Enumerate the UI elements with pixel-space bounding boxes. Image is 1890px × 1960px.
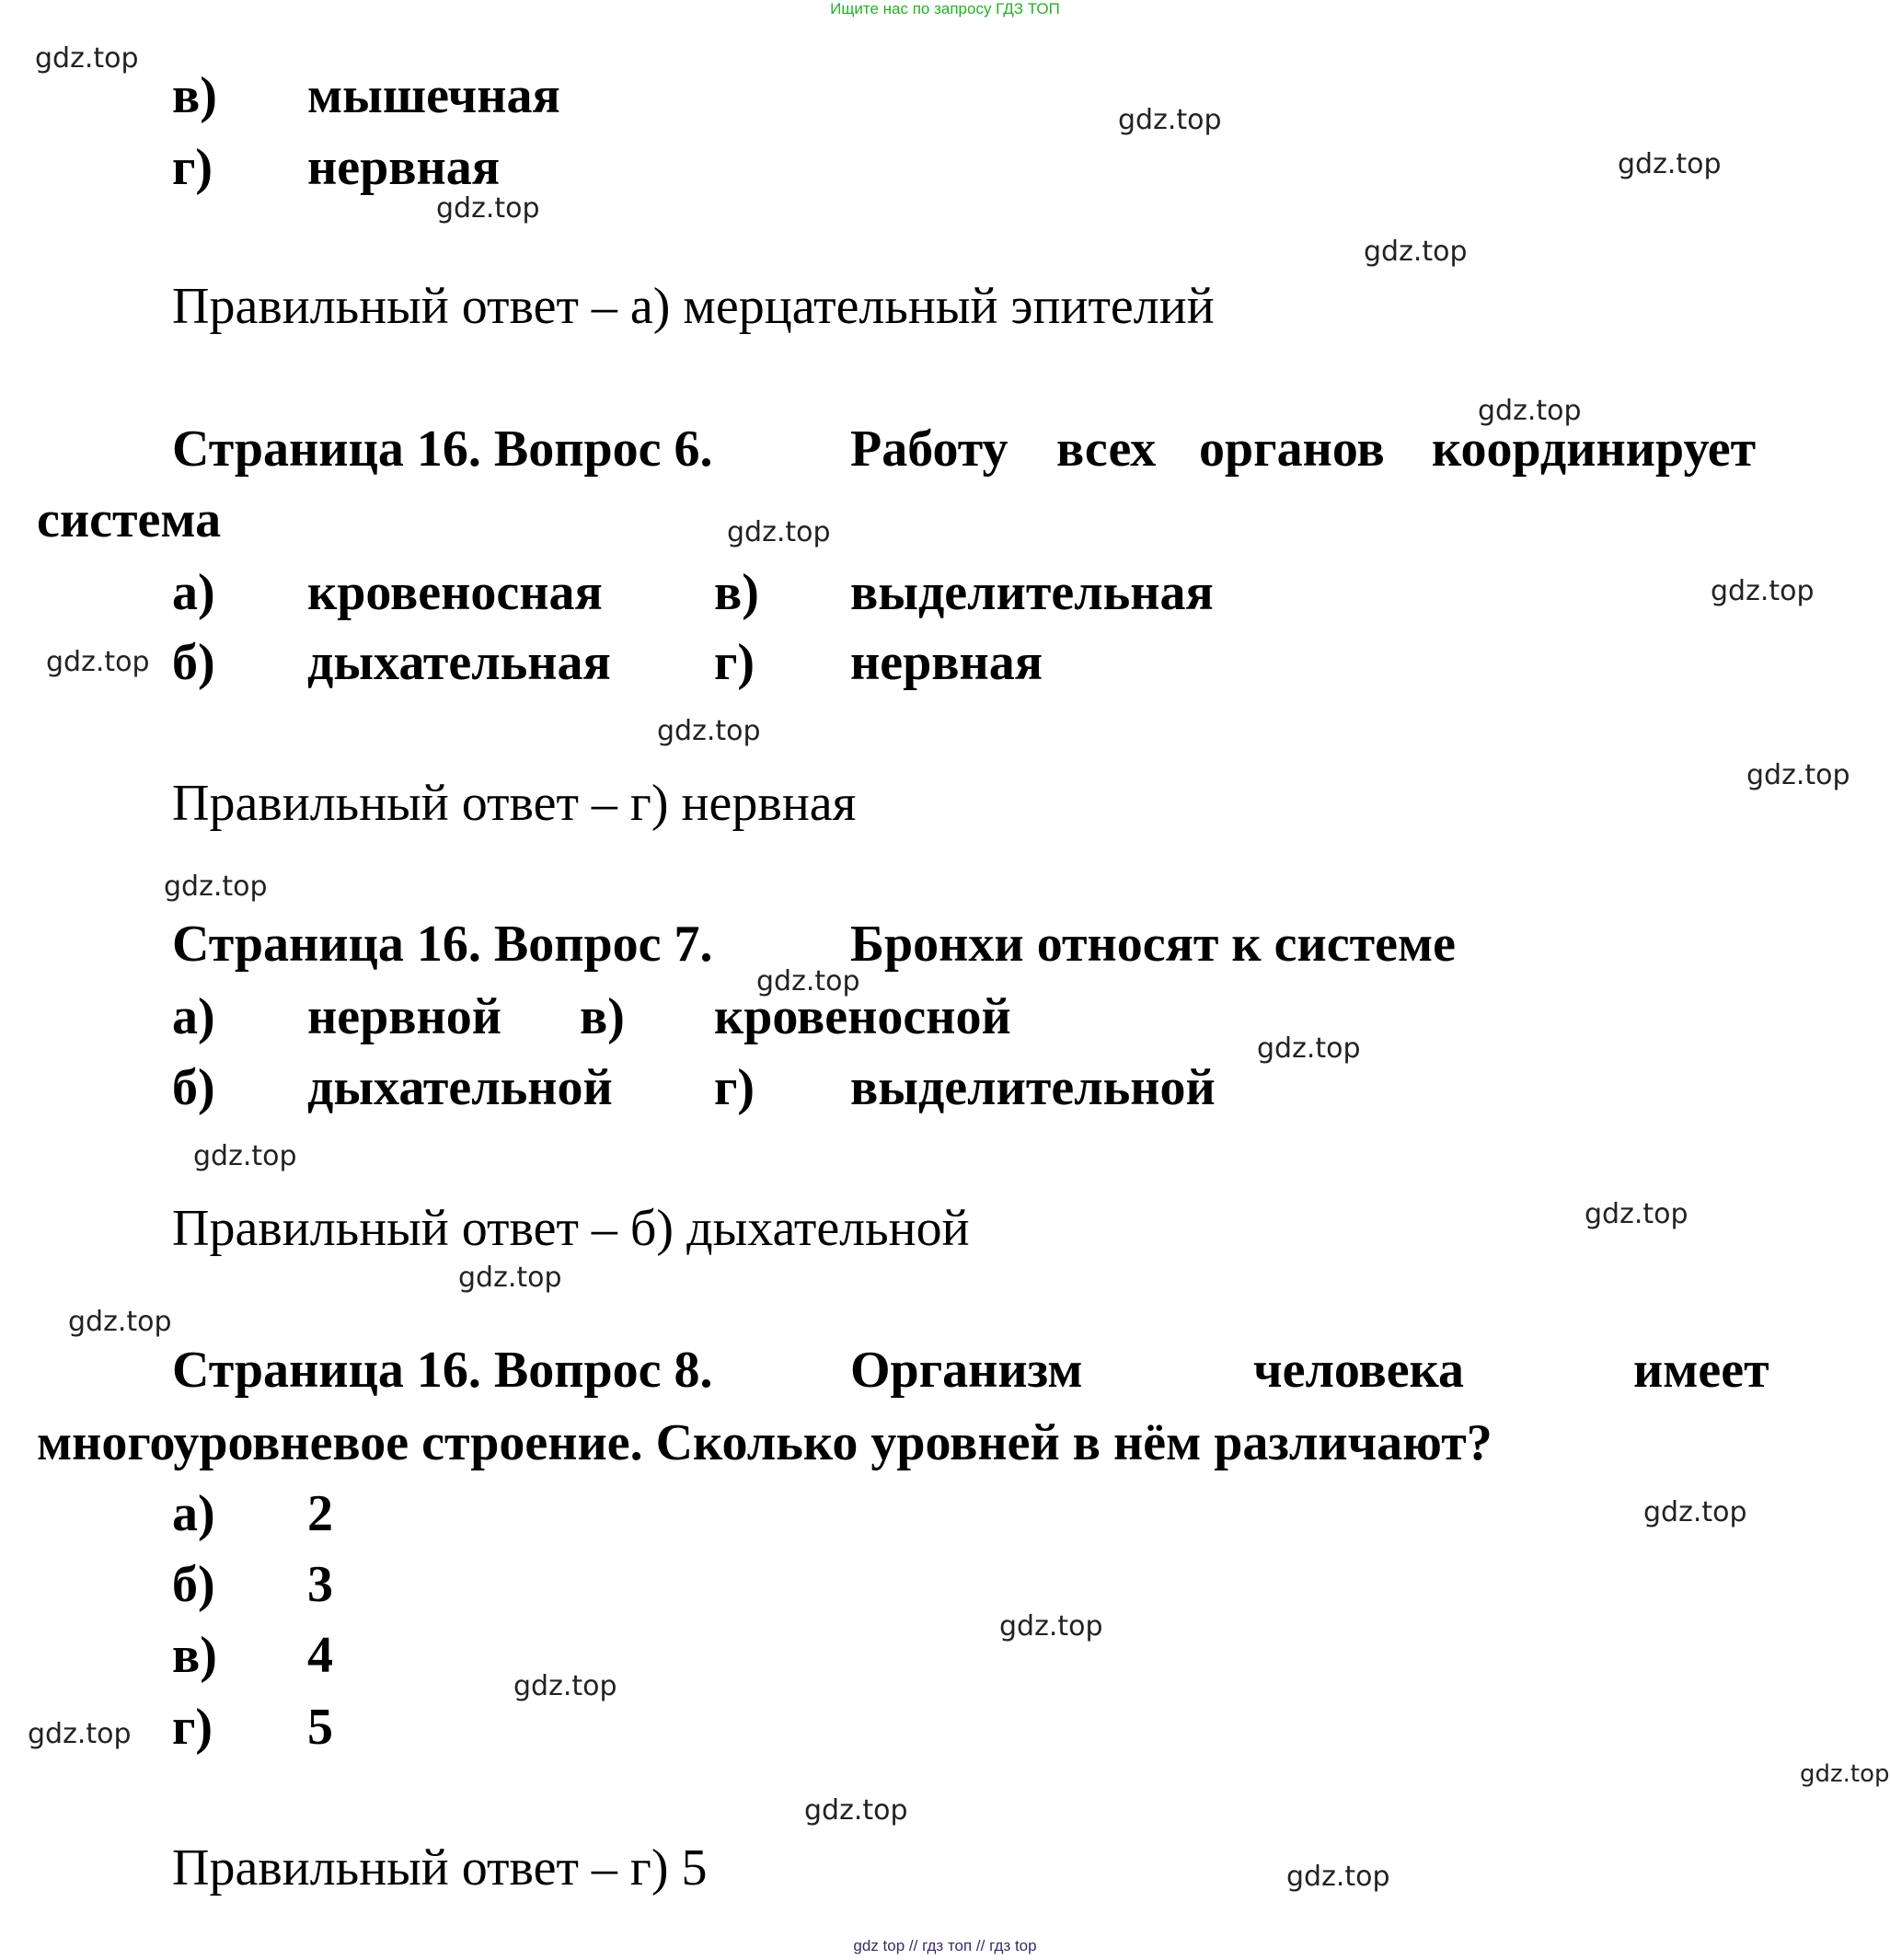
- q7-heading-prefix: Страница 16. Вопрос 7.: [172, 916, 713, 973]
- q5-option-text: нервная: [307, 139, 501, 196]
- q8-option-text: 3: [307, 1556, 333, 1613]
- watermark: gdz.top: [164, 870, 268, 903]
- q8-heading-word: человека: [1253, 1342, 1464, 1399]
- q5-option-label: в): [172, 67, 217, 124]
- q8-heading-word: Организм: [850, 1342, 1083, 1399]
- q7-option-label: в): [580, 988, 625, 1045]
- q6-option-label: в): [714, 564, 759, 621]
- watermark: gdz.top: [513, 1670, 617, 1702]
- watermark: gdz.top: [28, 1718, 132, 1750]
- q8-option-text: 5: [307, 1699, 333, 1756]
- q5-option-text: мышечная: [307, 67, 560, 124]
- q7-option-text: кровеносной: [714, 988, 1011, 1045]
- q7-option-label: а): [172, 988, 215, 1045]
- q7-option-label: г): [714, 1059, 755, 1116]
- watermark: gdz.top: [1286, 1861, 1390, 1893]
- footer: gdz top // гдз топ // гдз top: [853, 1937, 1037, 1954]
- watermark: gdz.top: [1478, 395, 1582, 427]
- q8-heading-wrap: многоуровневое строение. Сколько уровней в нём различают?: [37, 1414, 1492, 1471]
- q6-heading-word: Работу: [850, 421, 1008, 478]
- watermark: gdz.top: [1711, 575, 1815, 607]
- watermark: gdz.top: [46, 646, 150, 678]
- watermark: gdz.top: [1257, 1032, 1361, 1065]
- q6-answer: Правильный ответ – г) нервная: [172, 775, 857, 832]
- watermark: gdz.top: [68, 1306, 172, 1338]
- q7-answer: Правильный ответ – б) дыхательной: [172, 1200, 970, 1257]
- q8-option-text: 2: [307, 1485, 333, 1542]
- q6-heading-word: всех: [1056, 421, 1157, 478]
- q8-heading-prefix: Страница 16. Вопрос 8.: [172, 1342, 713, 1399]
- watermark: gdz.top: [1800, 1760, 1890, 1788]
- q8-option-label: г): [172, 1699, 213, 1756]
- watermark: gdz.top: [35, 42, 139, 75]
- q5-answer: Правильный ответ – а) мерцательный эпителий: [172, 278, 1215, 335]
- q6-heading-wrap: система: [37, 491, 222, 548]
- q6-option-text: выделительная: [850, 564, 1214, 621]
- q6-heading-prefix: Страница 16. Вопрос 6.: [172, 421, 713, 478]
- q8-heading-word: имеет: [1633, 1342, 1769, 1399]
- watermark: gdz.top: [756, 965, 860, 997]
- watermark: gdz.top: [999, 1610, 1103, 1643]
- watermark: gdz.top: [1364, 236, 1468, 268]
- q7-option-text: выделительной: [850, 1059, 1216, 1116]
- q8-option-label: б): [172, 1556, 215, 1613]
- q6-option-text: дыхательная: [307, 634, 611, 691]
- watermark: gdz.top: [1585, 1198, 1688, 1230]
- watermark: gdz.top: [1643, 1496, 1747, 1528]
- q6-option-label: а): [172, 564, 215, 621]
- q6-option-text: кровеносная: [307, 564, 603, 621]
- q6-option-label: г): [714, 634, 755, 691]
- watermark: gdz.top: [804, 1794, 908, 1827]
- watermark: gdz.top: [727, 516, 831, 548]
- watermark: gdz.top: [193, 1140, 297, 1172]
- q8-answer: Правильный ответ – г) 5: [172, 1839, 708, 1897]
- q6-option-text: нервная: [850, 634, 1043, 691]
- q8-option-label: в): [172, 1627, 217, 1684]
- watermark: gdz.top: [1618, 148, 1722, 180]
- watermark: gdz.top: [657, 715, 761, 747]
- watermark: gdz.top: [1118, 104, 1222, 136]
- q7-heading-text: Бронхи относят к системе: [850, 916, 1456, 973]
- q6-heading-word: координирует: [1432, 421, 1757, 478]
- q8-option-text: 4: [307, 1627, 333, 1684]
- watermark: gdz.top: [436, 192, 540, 225]
- q6-option-label: б): [172, 634, 215, 691]
- q7-option-label: б): [172, 1059, 215, 1116]
- q6-heading-word: органов: [1199, 421, 1385, 478]
- q7-option-text: нервной: [307, 988, 502, 1045]
- q8-option-label: а): [172, 1485, 215, 1542]
- q5-option-label: г): [172, 139, 213, 196]
- top-banner: Ищите нас по запросу ГДЗ ТОП: [830, 0, 1060, 17]
- watermark: gdz.top: [458, 1262, 562, 1294]
- q7-option-text: дыхательной: [307, 1059, 613, 1116]
- watermark: gdz.top: [1746, 759, 1850, 791]
